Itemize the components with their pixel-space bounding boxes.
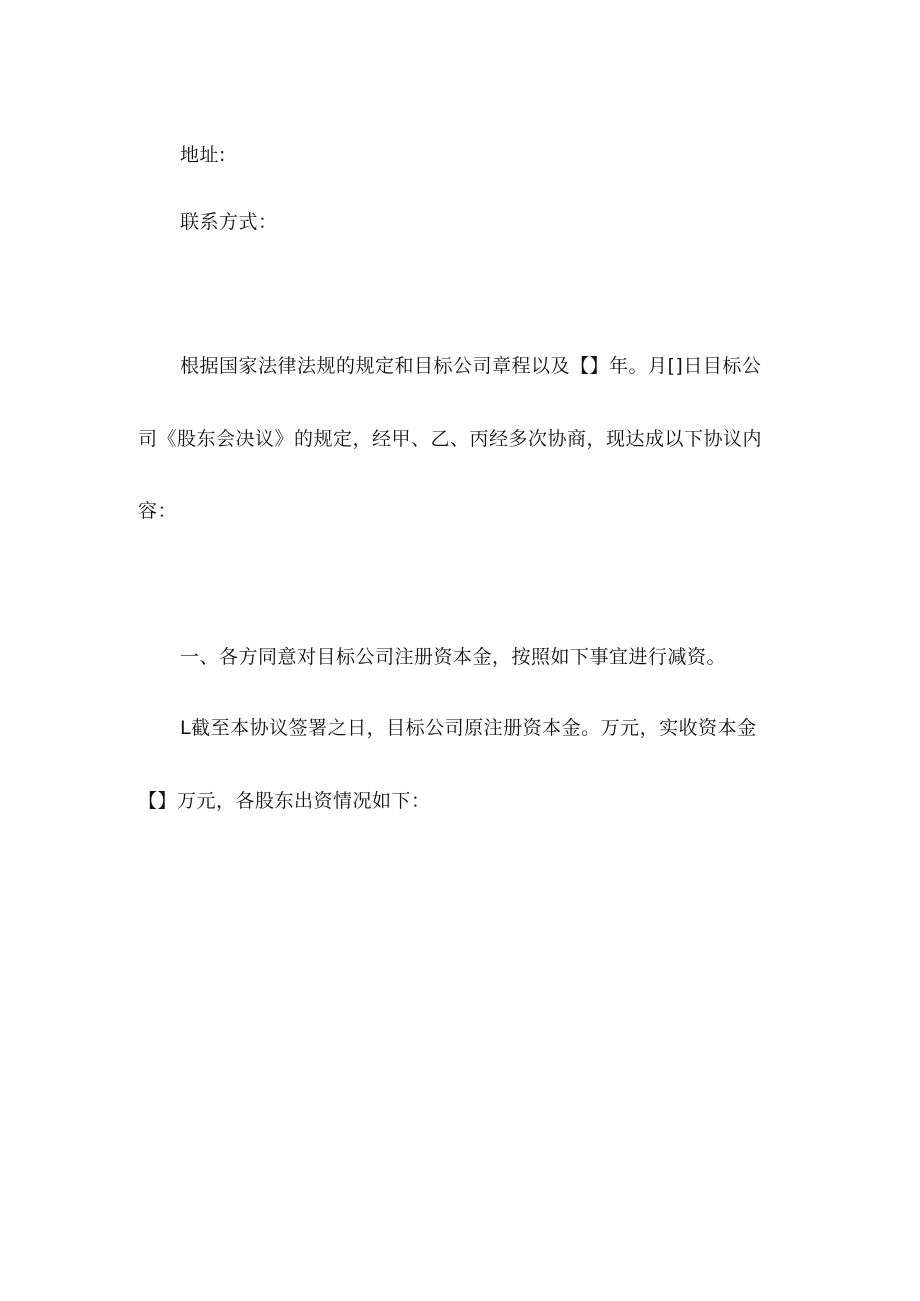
clause-1-1-line-1: L截至本协议签署之日，目标公司原注册资本金。万元，实收资本金: [180, 717, 757, 739]
preamble-line-3: 容：: [138, 500, 178, 522]
preamble-line-2: 司《股东会决议》的规定，经甲、乙、丙经多次协商，现达成以下协议内: [138, 428, 763, 450]
contact-label: 联系方式：: [180, 211, 278, 233]
preamble-line-1: 根据国家法律法规的规定和目标公司章程以及【】年。月[]日目标公: [180, 355, 762, 377]
address-label: 地址:: [180, 144, 226, 166]
clause-1-heading: 一、各方同意对目标公司注册资本金，按照如下事宜进行减资。: [180, 646, 727, 668]
clause-1-1-line-2: 【】万元，各股东出资情况如下：: [138, 790, 431, 812]
